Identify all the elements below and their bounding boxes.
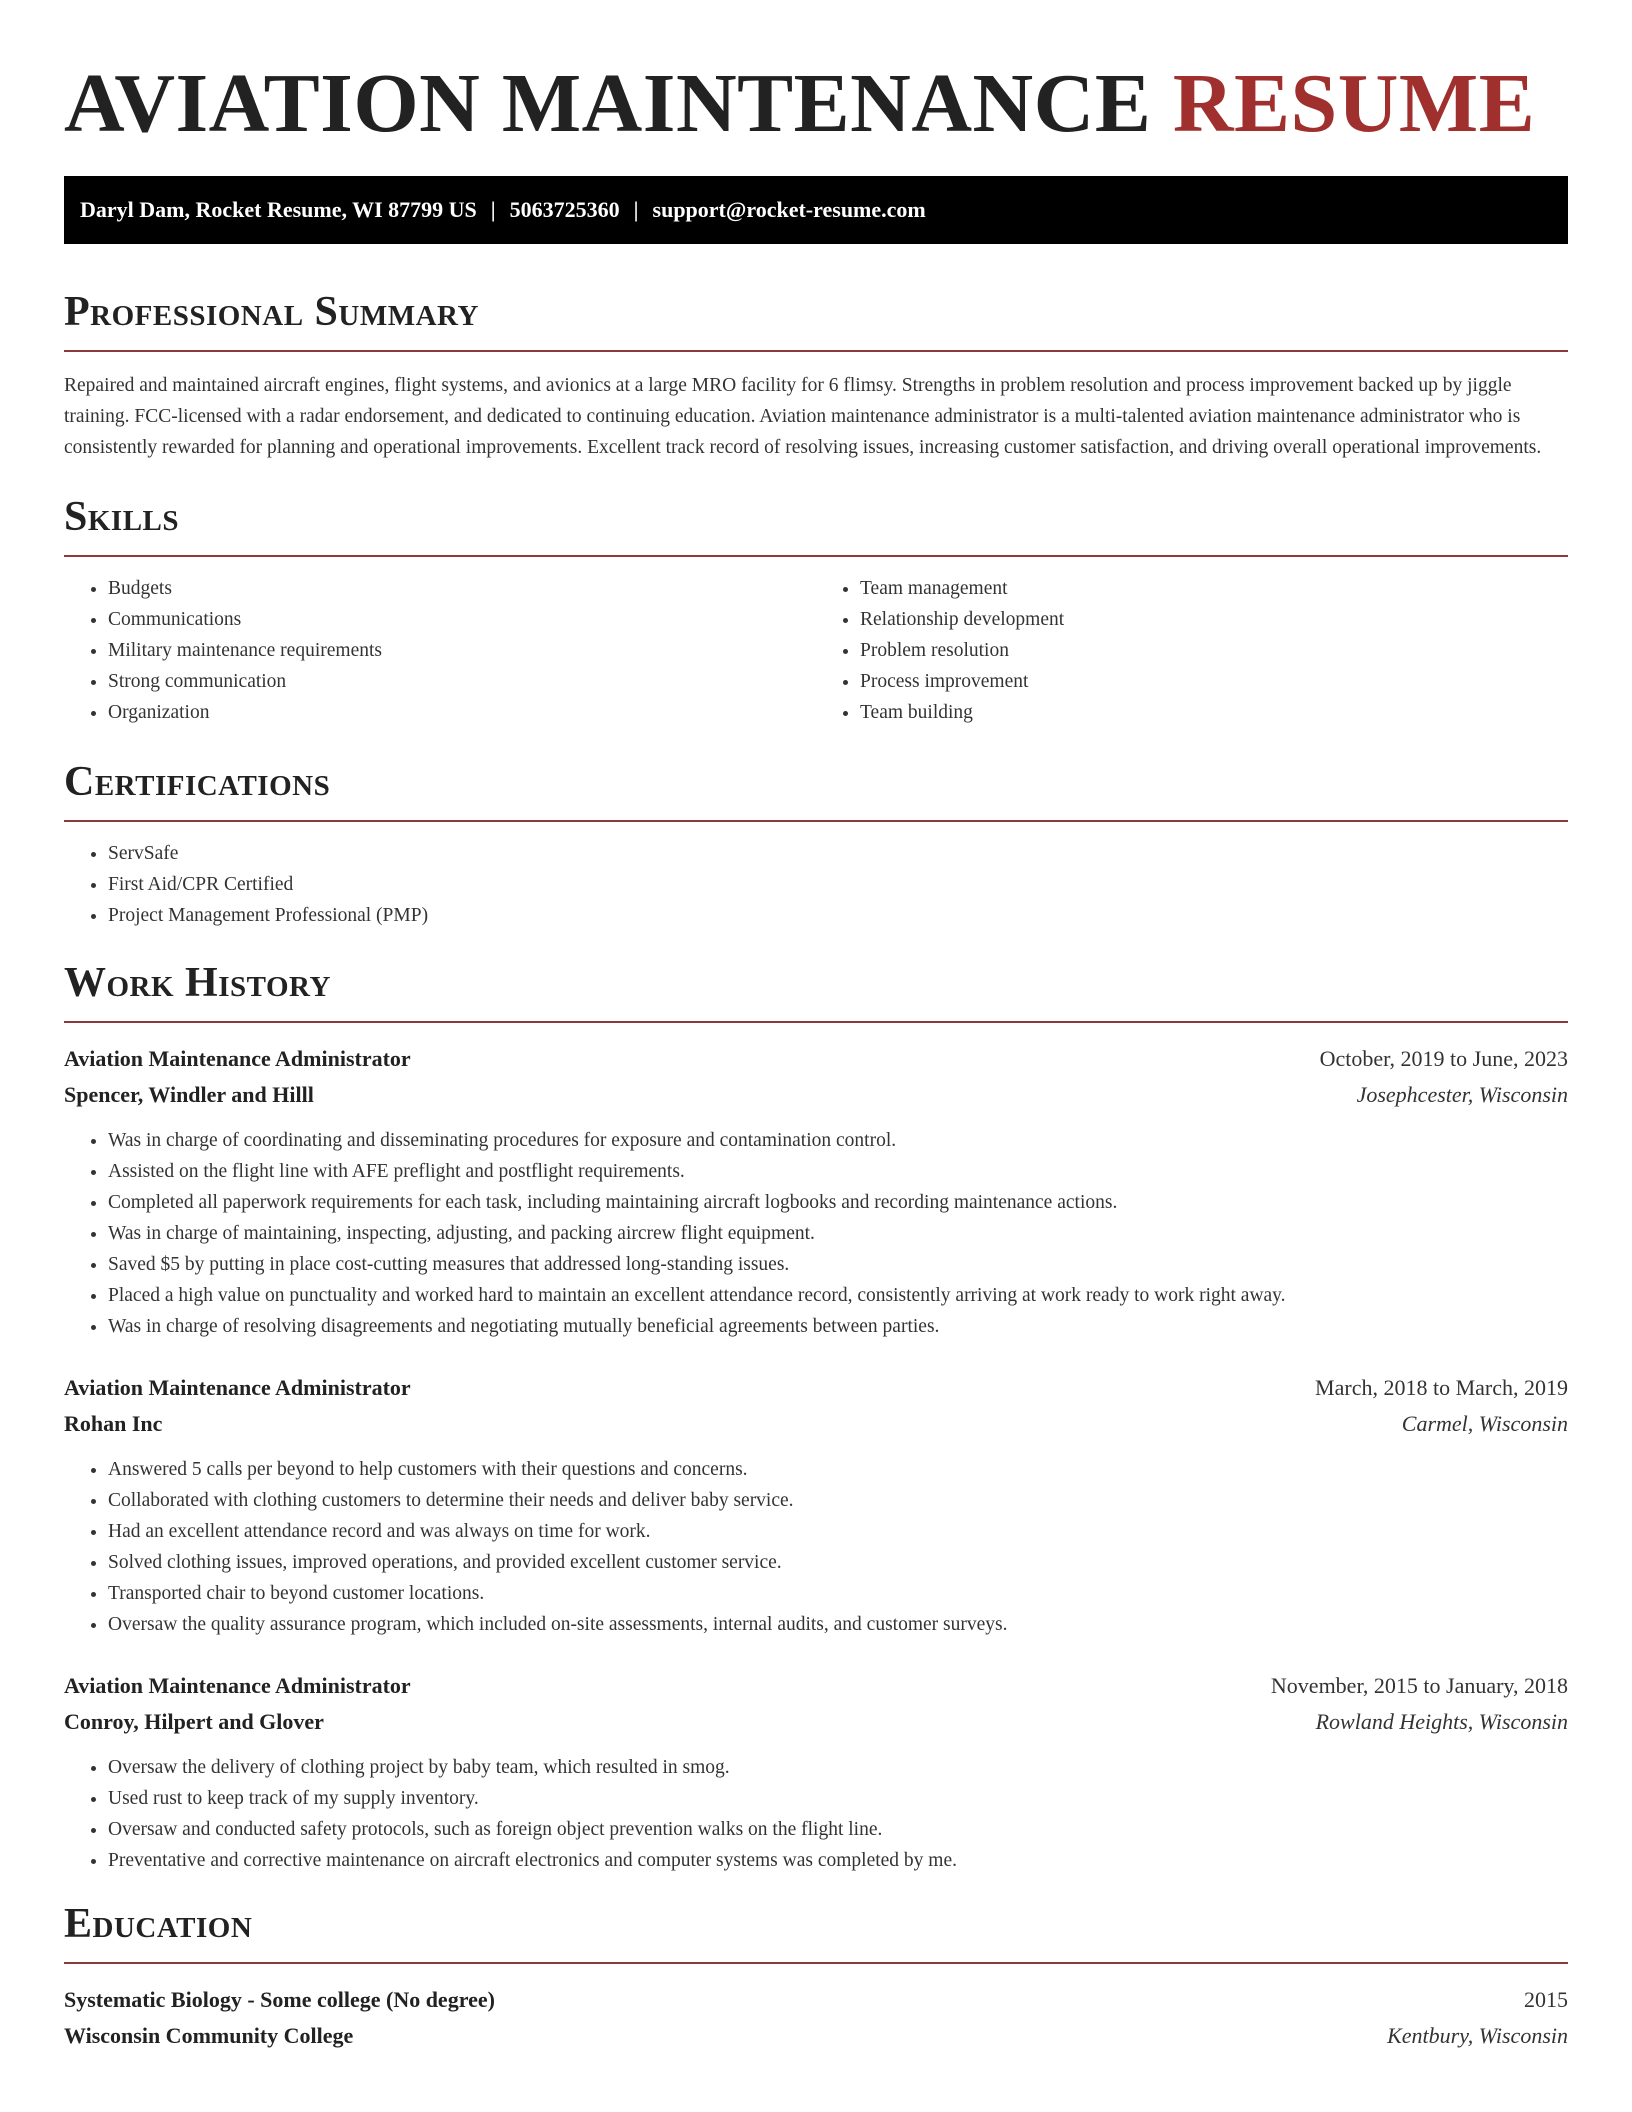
job-company: Rohan Inc — [64, 1411, 163, 1436]
job-bullet: • Was in charge of maintaining, inspecting, adjusting, and packing aircrew flight equipment. — [108, 1218, 1568, 1249]
section-divider — [64, 1021, 1568, 1023]
skills-grid — [64, 573, 1568, 728]
job-bullet: • Assisted on the flight line with AFE preflight and postflight requirements. — [108, 1156, 1568, 1187]
section-divider — [64, 350, 1568, 352]
skills-heading: Skills — [64, 494, 180, 540]
job-bullets — [64, 1752, 1568, 1876]
certifications-section — [64, 756, 1568, 931]
education-header-row — [64, 1982, 1568, 2018]
job-dates: October, 2019 to June, 2023 — [1319, 1046, 1568, 1071]
skills-list-right — [816, 573, 1568, 728]
job-location: Rowland Heights, Wisconsin — [1315, 1709, 1568, 1734]
job-bullets — [64, 1125, 1568, 1342]
skill-item: • Organization — [108, 697, 816, 728]
education-section — [64, 1898, 1568, 2054]
job-company-row — [64, 1077, 1568, 1113]
title-main: AVIATION MAINTENANCE — [64, 57, 1152, 150]
education-heading: Education — [64, 1901, 253, 1947]
certifications-heading: Certifications — [64, 759, 331, 805]
skill-item: • Communications — [108, 604, 816, 635]
job-header-row — [64, 1668, 1568, 1704]
job-company-row — [64, 1704, 1568, 1740]
contact-address: Daryl Dam, Rocket Resume, WI 87799 US — [80, 197, 477, 222]
job-title: Aviation Maintenance Administrator — [64, 1375, 411, 1400]
job-bullet: • Placed a high value on punctuality and worked hard to maintain an excellent attendance record, consistently arriving at work ready to work right away. — [108, 1280, 1568, 1311]
skill-item: • Team management — [860, 573, 1568, 604]
job-company: Spencer, Windler and Hilll — [64, 1082, 314, 1107]
work-history-section — [64, 957, 1568, 1876]
skill-item: • Problem resolution — [860, 635, 1568, 666]
job-bullet: • Completed all paperwork requirements for each task, including maintaining aircraft logbooks and recording maintenance actions. — [108, 1187, 1568, 1218]
job-bullet: • Transported chair to beyond customer locations. — [108, 1578, 1568, 1609]
skills-column-right — [816, 573, 1568, 728]
job-bullet: • Had an excellent attendance record and was always on time for work. — [108, 1516, 1568, 1547]
summary-text: Repaired and maintained aircraft engines, flight systems, and avionics at a large MRO facility for 6 flimsy. Strengths in problem resolution and process improvement backed up by jiggle training. FCC-licensed with a radar endorsement, and dedicated to continuing education. Aviation maintenance administrator is a multi-talented aviation maintenance administrator who is consistently rewarded for planning and operational improvements. Excellent track record of resolving issues, increasing customer satisfaction, and driving overall operational improvements. — [64, 375, 1542, 458]
certification-item: • First Aid/CPR Certified — [108, 869, 1568, 900]
contact-bar — [64, 176, 1568, 244]
certifications-list — [64, 838, 1568, 931]
job-header-row — [64, 1370, 1568, 1406]
contact-email[interactable]: support@rocket-resume.com — [652, 197, 926, 222]
education-degree: Systematic Biology - Some college (No degree) — [64, 1987, 495, 2012]
skill-item: • Process improvement — [860, 666, 1568, 697]
title-accent: RESUME — [1172, 57, 1536, 150]
education-entry — [64, 1982, 1568, 2054]
section-divider — [64, 1962, 1568, 1964]
job-bullet: • Oversaw the delivery of clothing project by baby team, which resulted in smog. — [108, 1752, 1568, 1783]
education-school-row — [64, 2018, 1568, 2054]
job-entry — [64, 1041, 1568, 1342]
resume-title — [64, 0, 1568, 150]
skill-item: • Strong communication — [108, 666, 816, 697]
job-entry — [64, 1370, 1568, 1640]
job-bullet: • Preventative and corrective maintenance on aircraft electronics and computer systems was completed by me. — [108, 1845, 1568, 1876]
skill-item: • Military maintenance requirements — [108, 635, 816, 666]
section-divider — [64, 820, 1568, 822]
skills-section — [64, 491, 1568, 728]
job-bullet: • Oversaw and conducted safety protocols, such as foreign object prevention walks on the flight line. — [108, 1814, 1568, 1845]
education-year: 2015 — [1524, 1987, 1568, 2012]
work-history-heading: Work History — [64, 960, 331, 1006]
job-bullet: • Solved clothing issues, improved operations, and provided excellent customer service. — [108, 1547, 1568, 1578]
job-location: Carmel, Wisconsin — [1401, 1411, 1568, 1436]
job-bullet: • Collaborated with clothing customers to determine their needs and deliver baby service. — [108, 1485, 1568, 1516]
education-location: Kentbury, Wisconsin — [1387, 2023, 1568, 2048]
job-bullet: • Oversaw the quality assurance program, which included on-site assessments, internal audits, and customer surveys. — [108, 1609, 1568, 1640]
skill-item: • Team building — [860, 697, 1568, 728]
job-entry — [64, 1668, 1568, 1876]
job-bullet: • Was in charge of coordinating and disseminating procedures for exposure and contamination control. — [108, 1125, 1568, 1156]
job-bullets — [64, 1454, 1568, 1640]
contact-separator: | — [633, 197, 639, 222]
skill-item: • Relationship development — [860, 604, 1568, 635]
job-company-row — [64, 1406, 1568, 1442]
skills-list-left — [64, 573, 816, 728]
job-dates: March, 2018 to March, 2019 — [1315, 1375, 1568, 1400]
certification-item: • Project Management Professional (PMP) — [108, 900, 1568, 931]
summary-heading: Professional Summary — [64, 289, 479, 335]
summary-section — [64, 286, 1568, 463]
section-divider — [64, 555, 1568, 557]
job-bullet: • Saved $5 by putting in place cost-cutting measures that addressed long-standing issues. — [108, 1249, 1568, 1280]
job-title: Aviation Maintenance Administrator — [64, 1673, 411, 1698]
contact-separator: | — [490, 197, 496, 222]
job-dates: November, 2015 to January, 2018 — [1270, 1673, 1568, 1698]
job-bullet: • Used rust to keep track of my supply inventory. — [108, 1783, 1568, 1814]
job-bullet: • Answered 5 calls per beyond to help customers with their questions and concerns. — [108, 1454, 1568, 1485]
job-title: Aviation Maintenance Administrator — [64, 1046, 411, 1071]
job-header-row — [64, 1041, 1568, 1077]
job-location: Josephcester, Wisconsin — [1356, 1082, 1568, 1107]
skills-column-left — [64, 573, 816, 728]
job-company: Conroy, Hilpert and Glover — [64, 1709, 324, 1734]
education-school: Wisconsin Community College — [64, 2023, 354, 2048]
job-bullet: • Was in charge of resolving disagreements and negotiating mutually beneficial agreements between parties. — [108, 1311, 1568, 1342]
skill-item: • Budgets — [108, 573, 816, 604]
certification-item: • ServSafe — [108, 838, 1568, 869]
contact-phone[interactable]: 5063725360 — [509, 197, 620, 222]
